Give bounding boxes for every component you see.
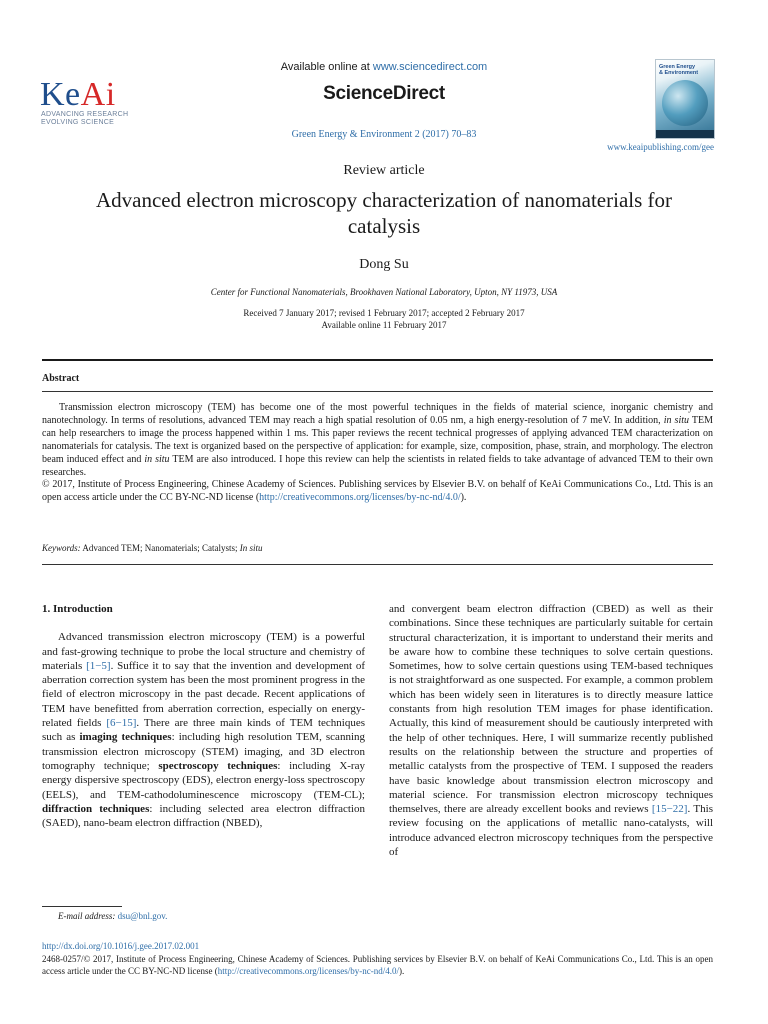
keai-logo-ai: Ai xyxy=(80,76,116,113)
sciencedirect-wordmark: ScienceDirect xyxy=(323,83,445,104)
author-name[interactable]: Dong Su xyxy=(359,257,409,272)
body-column-right xyxy=(389,602,713,859)
article-title: Advanced electron microscopy characterization of nanomaterials for catalysis xyxy=(95,188,673,238)
email-link[interactable]: dsu@bnl.gov. xyxy=(115,911,168,921)
keai-tagline-2: EVOLVING SCIENCE xyxy=(41,119,115,126)
cover-footer-band xyxy=(656,130,714,138)
abstract-copyright: © 2017, Institute of Process Engineering, Chinese Academy of Sciences. Publishing services by Elsevier B.V. on behalf of KeAi Communications Co., Ltd. This is an open access article under the CC BY-NC-ND license (http://creativecommons.org/licenses/by-nc-nd/4.0/). xyxy=(42,479,713,504)
license-link[interactable]: http://creativecommons.org/licenses/by-nc-nd/4.0/ xyxy=(259,492,461,504)
doi-link[interactable]: http://dx.doi.org/10.1016/j.gee.2017.02.001 xyxy=(42,941,200,951)
sciencedirect-link[interactable]: www.sciencedirect.com xyxy=(372,61,488,73)
abstract-divider xyxy=(42,391,713,392)
citation-link[interactable]: [6−15] xyxy=(106,717,137,730)
available-online: Available online at www.sciencedirect.com xyxy=(280,61,488,73)
title-divider xyxy=(42,359,713,361)
received-dates: Received 7 January 2017; revised 1 February 2017; accepted 2 February 2017 xyxy=(243,308,525,318)
keai-logo-ke: Ke xyxy=(40,76,81,113)
body-column-left xyxy=(42,602,365,830)
keywords-label: Keywords: xyxy=(42,543,81,553)
cover-artwork xyxy=(662,80,708,126)
keai-tagline-1: ADVANCING RESEARCH xyxy=(41,111,129,118)
article-history xyxy=(0,307,768,331)
cover-title: Green Energy & Environment xyxy=(659,64,699,76)
section-heading-introduction: 1. Introduction xyxy=(42,603,113,615)
affiliation: Center for Functional Nanomaterials, Brookhaven National Laboratory, Upton, NY 11973, USA xyxy=(210,287,558,297)
intro-paragraph: Advanced transmission electron microscopy (TEM) is a powerful and fast-growing technique to probe the local structure and chemistry of materials [1−5]. Suffice it to say that the invention and development of aberration correction system has been the most prominent progress in the field of electron microscopy in the past decade. Recent applications of TEM have benefitted from aberration correction, especially on energy-related fields [6−15]. There are three main kinds of TEM techniques such as imaging techniques: including high resolution TEM, scanning transmission electron microscopy (STEM) imaging, and 3D electron tomography technique; spectroscopy techniques: including X-ray energy dispersive spectroscopy (EDS), electron energy-loss spectroscopy (EELS), and TEM-cathodoluminescence microscopy (TEM-CL); diffraction techniques: including selected area electron diffraction (SAED), nano-beam electron diffraction (NBED), xyxy=(42,631,365,830)
keywords-divider xyxy=(42,564,713,565)
citation-link[interactable]: [1−5] xyxy=(86,659,111,672)
abstract-heading: Abstract xyxy=(42,373,80,384)
journal-cover-image xyxy=(655,59,715,139)
citation-link[interactable]: [15−22] xyxy=(651,803,688,816)
journal-homepage-link[interactable]: www.keaipublishing.com/gee xyxy=(607,142,714,152)
footer-copyright: 2468-0257/© 2017, Institute of Process Engineering, Chinese Academy of Sciences. Publishing services by Elsevier B.V. on behalf of KeAi Communications Co., Ltd. This is an open access article under the CC BY-NC-ND license (http://creativecommons.org/licenses/by-nc-nd/4.0/). xyxy=(42,954,713,976)
keywords: Keywords: Advanced TEM; Nanomaterials; Catalysts; In situ xyxy=(42,543,263,553)
abstract-body xyxy=(42,402,713,505)
intro-paragraph-continued: and convergent beam electron diffraction (CBED) as well as their combinations. Since these techniques are particularly suitable for certain structural characterization, it is important to understand their merits and be aware how to combine these techniques to solve certain questions. Sometimes, how to solve certain questions using TEM-based techniques is not straightforward as one suspected. For example, a common problem which has been widely seen in literatures is to directly measure lattice constants from high resolution TEM images for phase identification. Actually, this kind of measurement should be cautiously interpreted with the help of other techniques. Here, I will summarize recently published results on the relationship between the structure and properties of metallic catalysts from the prospective of TEM. I supposed the readers have basic knowledge about transmission electron microscopy and material science. For transmission electron microscopy techniques themselves, there are already excellent books and reviews [15−22]. This review focusing on the applications of metallic nano-catalysts, will introduce advanced electron microscopy techniques from the perspective of xyxy=(389,603,713,859)
footer-license-link[interactable]: http://creativecommons.org/licenses/by-nc-nd/4.0/ xyxy=(217,966,399,976)
journal-citation[interactable]: Green Energy & Environment 2 (2017) 70–83 xyxy=(291,129,477,140)
abstract-paragraph: Transmission electron microscopy (TEM) has become one of the most powerful techniques in the fields of material science, inorganic chemistry and nanotechnology. In terms of resolutions, advanced TEM may reach a high spatial resolution of 0.05 nm, a high energy-resolution of 7 meV. In addition, in situ TEM can help researchers to image the process happened within 1 ms. This paper reviews the recent technical progresses of applying advanced TEM characterization on nanomaterials for catalysis. The text is organized based on the perspective of application: for example, size, composition, phase, strain, and morphology. The electron beam induced effect and in situ TEM are also introduced. I hope this review can help the scientists in related fields to take advantage of advanced TEM to their own researches. xyxy=(42,402,713,478)
author-email: E-mail address: dsu@bnl.gov. xyxy=(58,911,168,921)
article-type: Review article xyxy=(343,163,425,178)
available-date: Available online 11 February 2017 xyxy=(321,320,447,330)
footnote-divider xyxy=(42,906,122,907)
